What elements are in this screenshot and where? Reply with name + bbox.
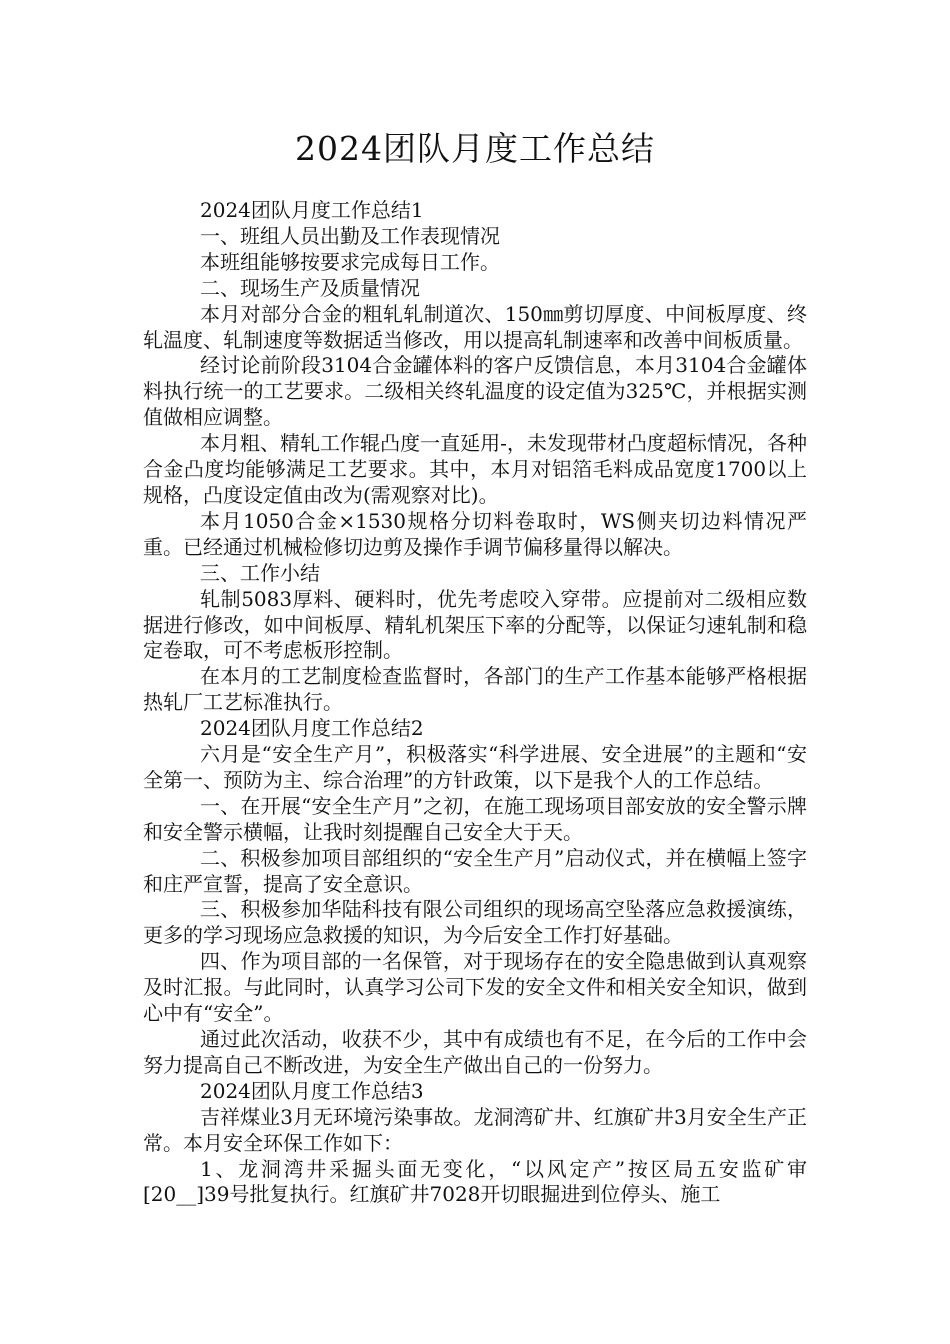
paragraph: 四、作为项目部的一名保管，对于现场存在的安全隐患做到认真观察及时汇报。与此同时，认真学习公司下发的安全文件和相关安全知识，做到心中有“安全”。: [143, 949, 807, 1026]
paragraph: 三、积极参加华陆科技有限公司组织的现场高空坠落应急救援演练，更多的学习现场应急救援的知识，为今后安全工作打好基础。: [143, 897, 807, 948]
paragraph: 六月是“安全生产月”，积极落实“科学进展、安全进展”的主题和“安全第一、预防为主、综合治理”的方针政策，以下是我个人的工作总结。: [143, 742, 807, 792]
paragraph: 本班组能够按要求完成每日工作。: [200, 249, 500, 274]
paragraph: 轧制5083厚料、硬料时，优先考虑咬入穿带。应提前对二级相应数据进行修改，如中间板厚、精轧机架压下率的分配等，以保证匀速轧制和稳定卷取，可不考虑板形控制。: [143, 586, 807, 663]
paragraph: 本月1050合金×1530规格分切料卷取时，WS侧夹切边料情况严重。已经通过机械检修切边剪及操作手调节偏移量得以解决。: [143, 508, 807, 559]
paragraph: 本月粗、精轧工作辊凸度一直延用-，未发现带材凸度超标情况，各种合金凸度均能够满足工艺要求。其中，本月对铝箔毛料成品宽度1700以上规格，凸度设定值由改为(需观察对比)。: [143, 431, 807, 507]
subheading: 二、现场生产及质量情况: [200, 275, 420, 300]
subheading: 三、工作小结: [200, 560, 320, 585]
paragraph: 1、龙洞湾井采掘头面无变化，“以风定产”按区局五安监矿审[20__]39号批复执行。红旗矿井7028开切眼掘进到位停头、施工: [143, 1156, 807, 1207]
document-title: 2024团队月度工作总结: [295, 129, 655, 168]
paragraph: 吉祥煤业3月无环境污染事故。龙洞湾矿井、红旗矿井3月安全生产正常。本月安全环保工作如下：: [143, 1104, 807, 1155]
section-heading-1: 2024团队月度工作总结1: [200, 198, 424, 222]
section-heading-3: 2024团队月度工作总结3: [200, 1078, 424, 1103]
paragraph: 通过此次活动，收获不少，其中有成绩也有不足，在今后的工作中会努力提高自己不断改进，为安全生产做出自己的一份努力。: [143, 1027, 807, 1077]
subheading: 一、班组人员出勤及工作表现情况: [200, 223, 500, 248]
paragraph: 在本月的工艺制度检查监督时，各部门的生产工作基本能够严格根据热轧厂工艺标准执行。: [143, 664, 807, 715]
section-heading-2: 2024团队月度工作总结2: [200, 716, 424, 741]
paragraph: 本月对部分合金的粗轧轧制道次、150㎜剪切厚度、中间板厚度、终轧温度、轧制速度等数据适当修改，用以提高轧制速率和改善中间板质量。: [143, 301, 807, 352]
paragraph: 一、在开展“安全生产月”之初，在施工现场项目部安放的安全警示牌和安全警示横幅，让我时刻提醒自己安全大于天。: [143, 793, 807, 844]
document-body: [143, 198, 807, 1208]
paragraph: 二、积极参加项目部组织的“安全生产月”启动仪式，并在横幅上签字和庄严宣誓，提高了安全意识。: [143, 845, 807, 896]
paragraph: 经讨论前阶段3104合金罐体料的客户反馈信息，本月3104合金罐体料执行统一的工艺要求。二级相关终轧温度的设定值为325℃，并根据实测值做相应调整。: [143, 353, 807, 430]
